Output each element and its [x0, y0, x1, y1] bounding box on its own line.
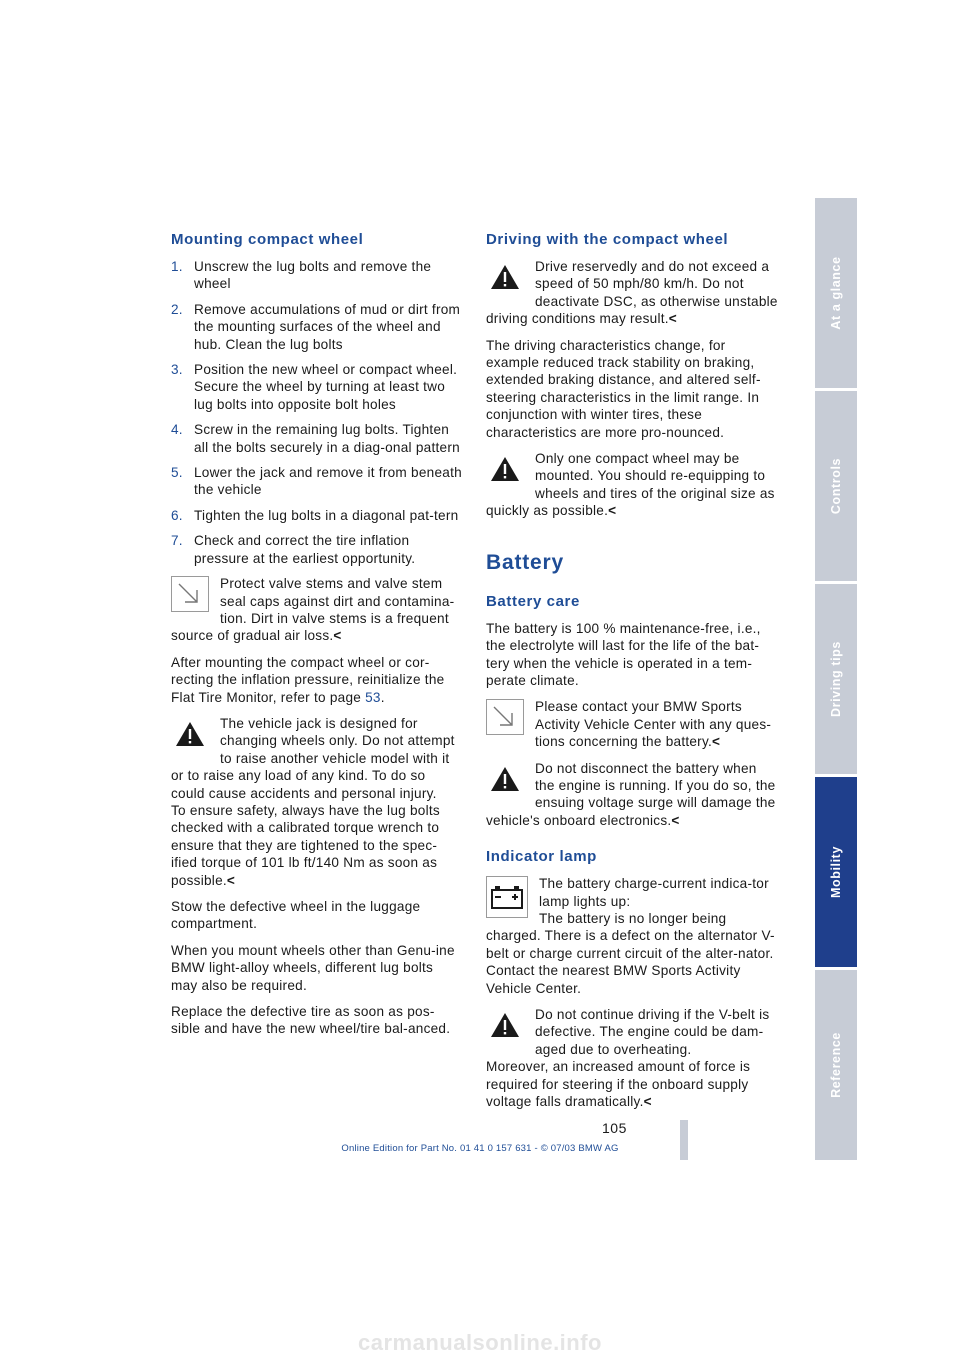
step-number: 6.: [171, 507, 183, 523]
end-mark: <: [671, 812, 680, 828]
end-mark: <: [668, 311, 677, 327]
tab-label: Reference: [829, 1032, 843, 1098]
tab-mobility[interactable]: [815, 777, 857, 967]
list-item: [171, 464, 463, 499]
para-stow: Stow the defective wheel in the luggage compartment.: [171, 899, 421, 932]
list-item: [171, 258, 463, 293]
warning-disconnect-battery: Do not disconnect the battery when the engine is running. If you do so, the ensuing voltage surge will damage the vehicle's onboard electronics.<: [486, 760, 776, 828]
footer-edition: Online Edition for Part No. 01 41 0 157 631 - © 07/03 BMW AG: [341, 1143, 619, 1154]
heading-mounting-compact-wheel: Mounting compact wheel: [171, 231, 364, 248]
list-item: [171, 421, 463, 456]
step-number: 4.: [171, 422, 183, 438]
battery-icon: [486, 876, 528, 918]
step-number: 3.: [171, 362, 183, 378]
warning-triangle-icon: [486, 259, 524, 295]
end-mark: <: [608, 503, 617, 519]
step-text: Unscrew the lug bolts and remove the wheel: [194, 259, 432, 292]
page-number: 105: [602, 1120, 627, 1136]
heading-indicator-lamp: Indicator lamp: [486, 848, 597, 866]
page-number-bar: [680, 1120, 688, 1160]
note-arrow-icon: [486, 699, 524, 735]
watermark: carmanualsonline.info: [358, 1330, 602, 1355]
end-mark: <: [643, 1094, 652, 1110]
step-text: Tighten the lug bolts in a diagonal pat-tern: [194, 507, 459, 523]
heading-battery: Battery: [486, 550, 564, 574]
tab-label: Driving tips: [829, 641, 843, 717]
heading-battery-care: Battery care: [486, 592, 580, 610]
page-link-53[interactable]: 53: [365, 689, 381, 705]
step-text: Position the new wheel or compact wheel. Secure the wheel by turning at least two lug bolts into opposite bolt holes: [194, 362, 458, 412]
tab-label: At a glance: [829, 256, 843, 330]
end-mark: <: [226, 872, 236, 888]
step-number: 7.: [171, 533, 183, 549]
end-mark: <: [333, 628, 342, 644]
tab-driving-tips[interactable]: [815, 584, 857, 774]
note-contact-center: Please contact your BMW Sports Activity Vehicle Center with any ques-tions concerning the battery.<: [486, 698, 778, 750]
para-flat-tire-monitor: After mounting the compact wheel or cor-recting the inflation pressure, reinitialize the Flat Tire Monitor, refer to page 53.: [171, 654, 445, 705]
indicator-lamp-description: The battery charge-current indica-tor lamp lights up: The battery is no longer being charged. There is a defect on the alternator V-belt or charge current circuit of the alter-nator. Contact the nearest BMW Sports Activity Vehicle Center.: [486, 876, 775, 996]
warning-vehicle-jack: The vehicle jack is designed for changing wheels only. Do not attempt to raise another vehicle model with it or to raise any load of any kind. To do so could cause accidents and personal injury. To ensure safety, always have the lug bolts checked with a calibrated torque wrench to ensure that they are tightened to the spec-ified torque of 101 lb ft/140 Nm as soon as possible.<: [171, 715, 455, 888]
tab-reference[interactable]: [815, 970, 857, 1160]
warning-triangle-icon: [486, 451, 524, 487]
step-number: 1.: [171, 259, 183, 274]
warning-v-belt: Do not continue driving if the V-belt is defective. The engine could be dam-aged due to overheating. Moreover, an increased amount of force is required for steering if the onboard supply voltage falls dramatically.<: [486, 1007, 770, 1110]
step-number: 2.: [171, 301, 183, 317]
step-text: Screw in the remaining lug bolts. Tighten all the bolts securely in a diag-onal pattern: [194, 422, 460, 455]
mounting-steps-list: [171, 258, 463, 567]
step-text: Check and correct the tire inflation pressure at the earliest opportunity.: [194, 533, 416, 566]
end-mark: <: [712, 734, 721, 750]
tab-at-a-glance[interactable]: [815, 198, 857, 388]
warning-triangle-icon: [171, 716, 209, 752]
warning-one-compact-wheel: Only one compact wheel may be mounted. You should re-equipping to wheels and tires of the original size as quickly as possible.<: [486, 451, 775, 519]
para-mount-wheels: When you mount wheels other than Genu-ine BMW light-alloy wheels, different lug bolts may also be required.: [171, 942, 455, 993]
left-column: [171, 230, 463, 1047]
warning-speed: Drive reservedly and do not exceed a speed of 50 mph/80 km/h. Do not deactivate DSC, as otherwise unstable driving conditions may result.<: [486, 259, 778, 327]
list-item: [171, 507, 463, 524]
list-item: [171, 532, 463, 567]
note-arrow-icon: [171, 576, 209, 612]
step-text: Remove accumulations of mud or dirt from the mounting surfaces of the wheel and hub. Clean the lug bolts: [194, 301, 461, 352]
heading-driving-compact-wheel: Driving with the compact wheel: [486, 231, 729, 248]
tab-controls[interactable]: [815, 391, 857, 581]
warning-triangle-icon: [486, 1007, 524, 1043]
para-replace-tire: Replace the defective tire as soon as pos-sible and have the new wheel/tire bal-anced.: [171, 1004, 451, 1037]
chapter-tabs: [815, 198, 857, 1163]
right-column: [486, 230, 778, 1119]
list-item: [171, 361, 463, 413]
note-valve-stems: Protect valve stems and valve stem seal caps against dirt and contamina-tion. Dirt in valve stems is a frequent source of gradual air loss.<: [171, 576, 455, 644]
tab-label: Mobility: [829, 845, 843, 899]
warning-triangle-icon: [486, 761, 524, 797]
step-number: 5.: [171, 465, 183, 481]
para-driving-characteristics: The driving characteristics change, for example reduced track stability on braking, extended braking distance, and altered self-steering characteristics in the limit range. In conjunction with winter tires, these characteristics are more pro-nounced.: [486, 337, 761, 440]
list-item: [171, 301, 463, 353]
tab-label: Controls: [829, 457, 843, 515]
para-battery-care: The battery is 100 % maintenance-free, i.e., the electrolyte will last for the life of the bat-tery when the vehicle is operated in a tem-perate climate.: [486, 620, 761, 688]
step-text: Lower the jack and remove it from beneath the vehicle: [194, 465, 462, 498]
